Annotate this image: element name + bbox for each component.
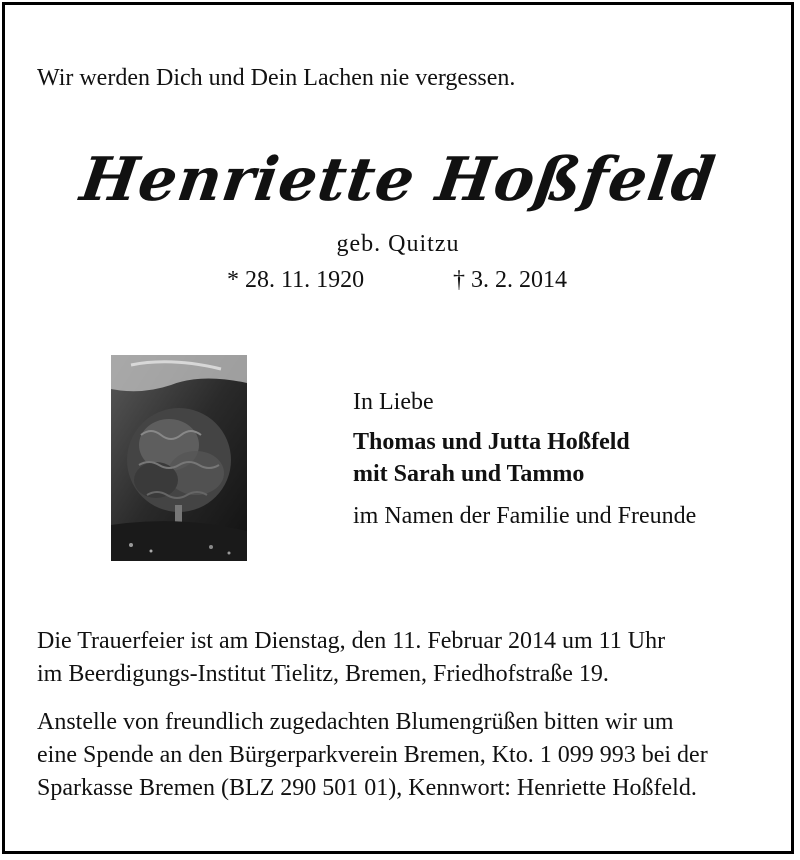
maiden-name: geb. Quitzu (336, 231, 460, 257)
tree-photo-icon (111, 355, 247, 561)
motto: Wir werden Dich und Dein Lachen nie vergessen. (37, 65, 516, 91)
service-info (37, 625, 777, 691)
signoff: In Liebe (353, 389, 434, 415)
service-line: Die Trauerfeier ist am Dienstag, den 11. Februar 2014 um 11 Uhr (37, 628, 666, 654)
deceased-name: Henriette Hoßfeld (76, 145, 720, 215)
tree-photo (111, 355, 247, 561)
donation-line: eine Spende an den Bürgerparkverein Bremen, Kto. 1 099 993 bei der (37, 742, 708, 768)
mourner-names-children: mit Sarah und Tammo (353, 461, 585, 487)
obituary-notice (2, 2, 794, 854)
mourner-names: Thomas und Jutta Hoßfeld (353, 429, 630, 455)
service-line: im Beerdigungs-Institut Tielitz, Bremen, Friedhofstraße 19. (37, 661, 609, 687)
donation-line: Sparkasse Bremen (BLZ 290 501 01), Kennwort: Henriette Hoßfeld. (37, 775, 697, 801)
birth-date: * 28. 11. 1920 (227, 267, 365, 293)
donation-line: Anstelle von freundlich zugedachten Blumengrüßen bitten wir um (37, 709, 674, 735)
donation-info (37, 706, 777, 805)
death-date: † 3. 2. 2014 (453, 267, 567, 293)
mourner-family: im Namen der Familie und Freunde (353, 503, 697, 529)
